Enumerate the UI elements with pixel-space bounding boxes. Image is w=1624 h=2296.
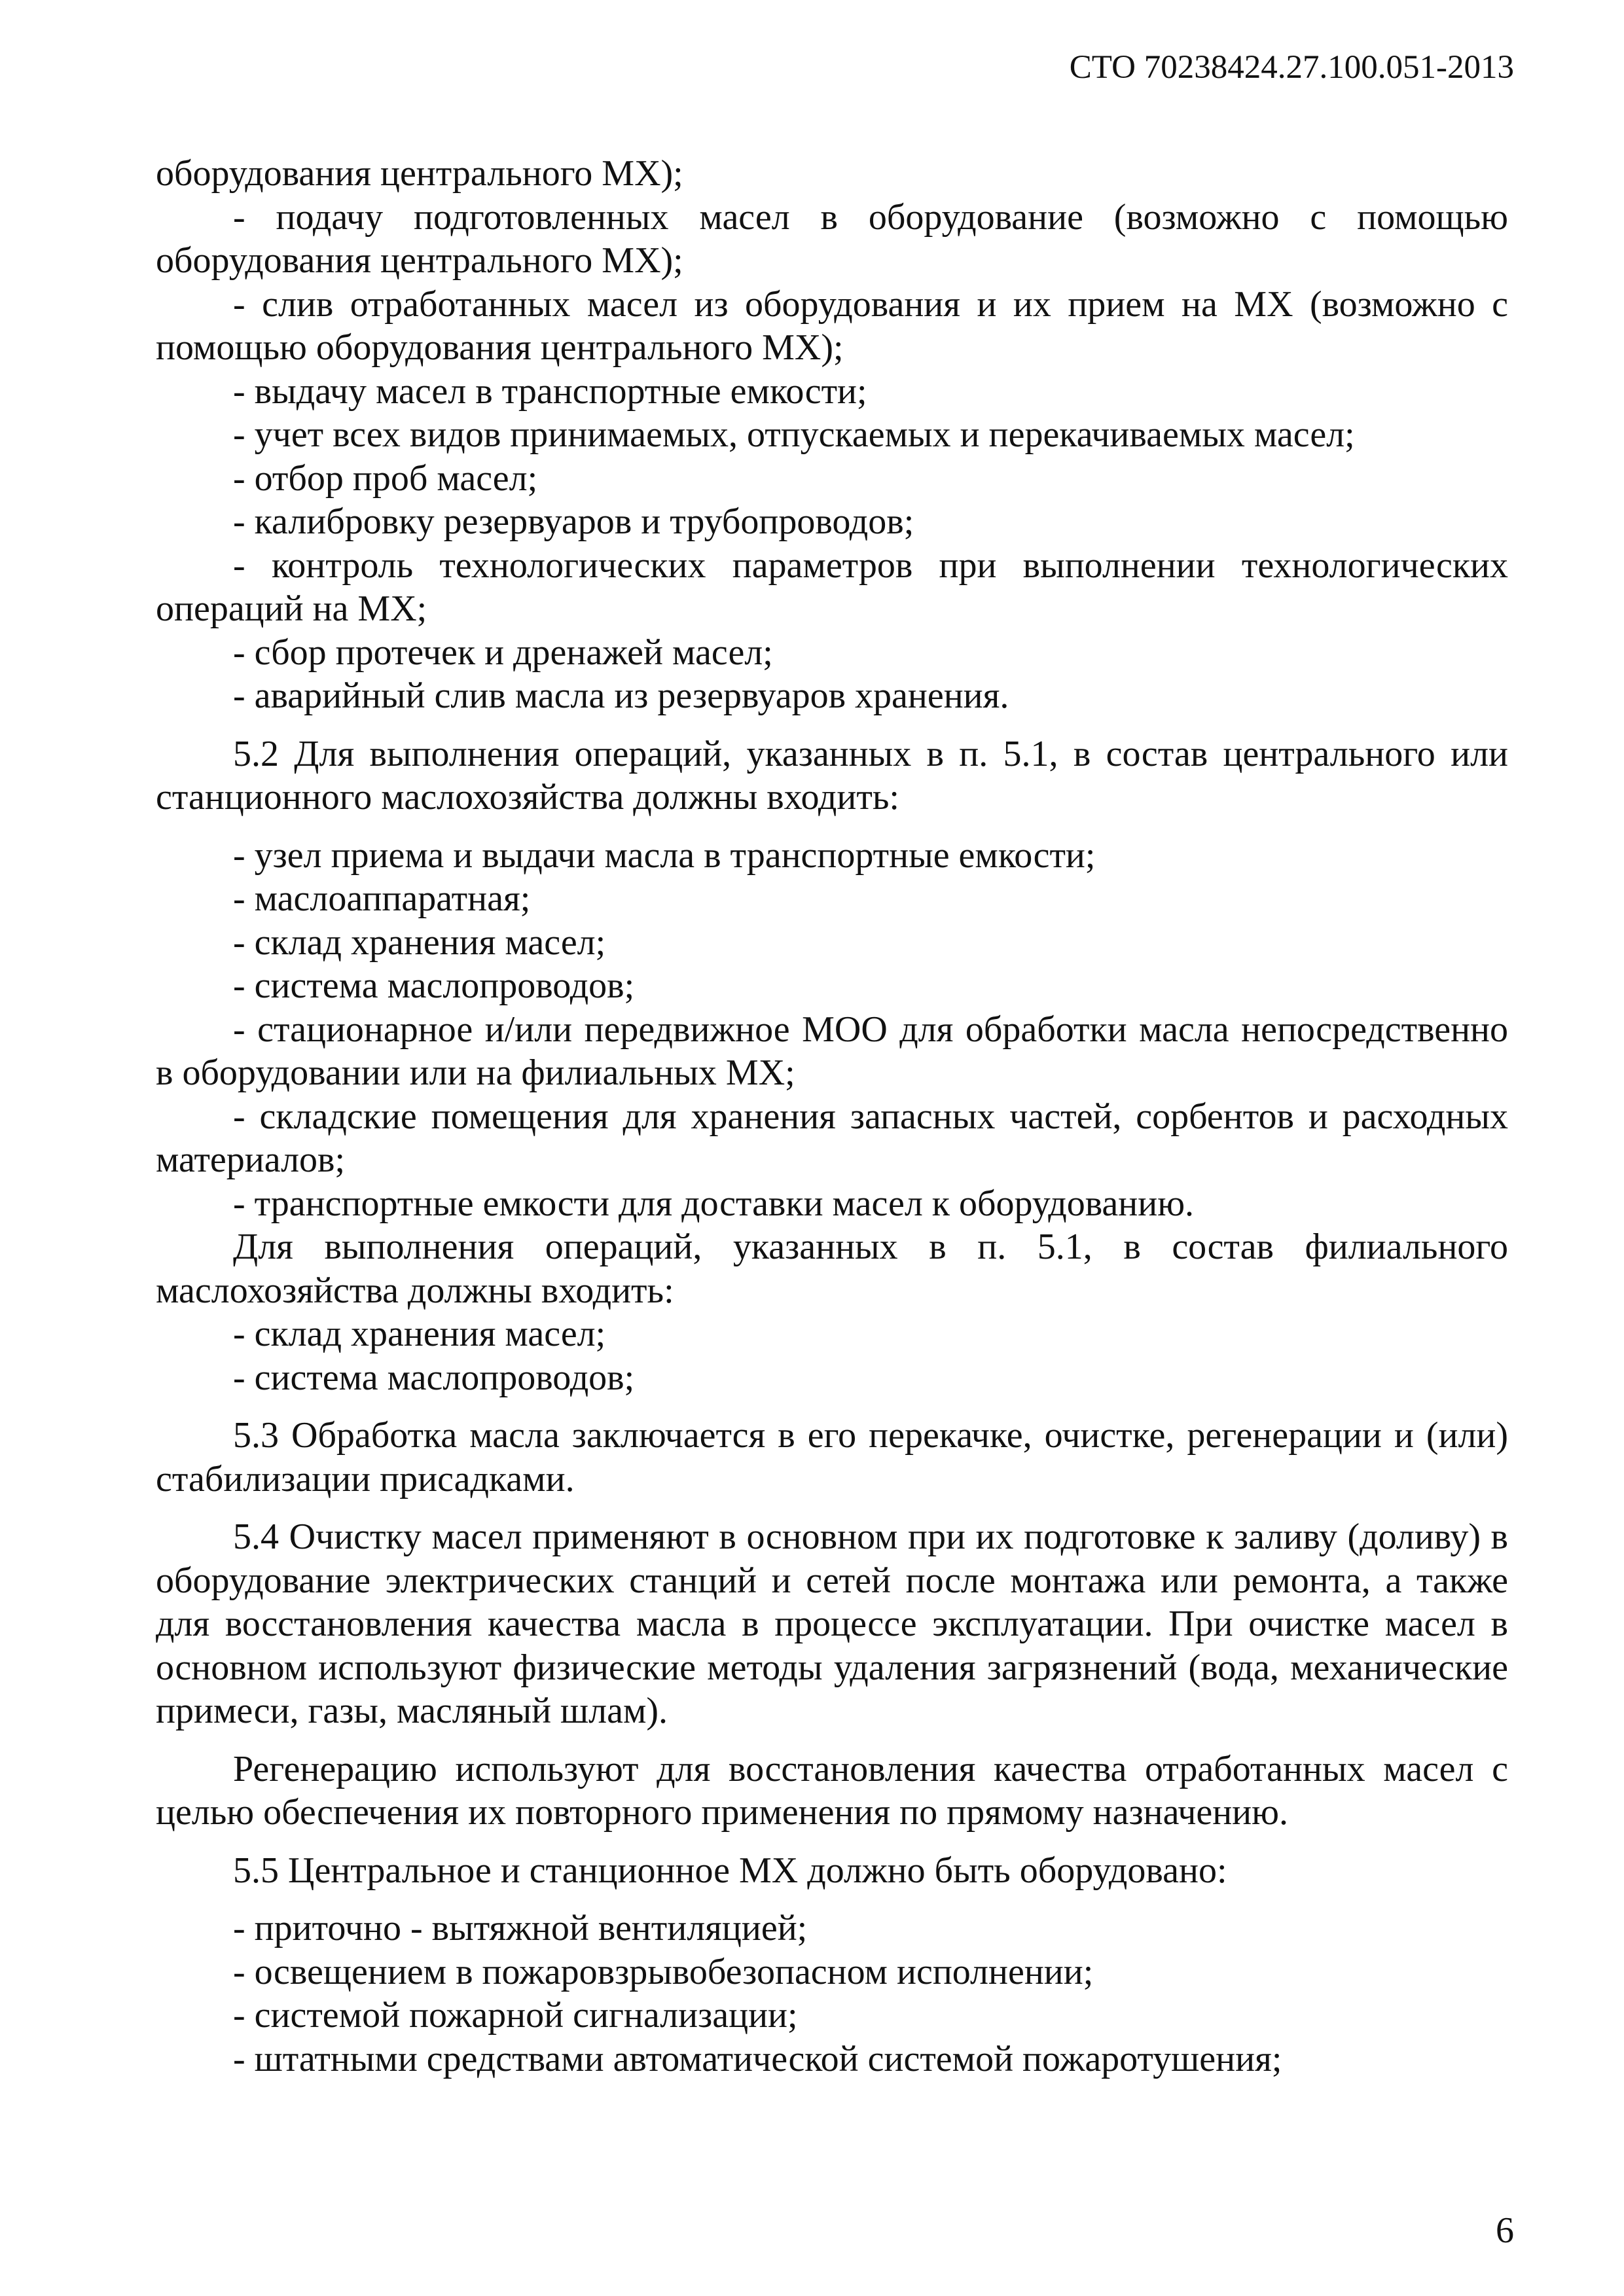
regeneration-paragraph: Регенерацию используют для восстановления качества отработанных масел с целью обеспечения их повторного применения по прямому назначению. bbox=[156, 1748, 1508, 1833]
list-item: - склад хранения масел; bbox=[233, 922, 606, 963]
list-item: - склад хранения масел; bbox=[233, 1314, 606, 1354]
list-item: - контроль технологических параметров при выполнении технологических операций на МХ; bbox=[156, 545, 1508, 629]
list-item: - подачу подготовленных масел в оборудование (возможно с помощью оборудования центрального МХ); bbox=[156, 196, 1508, 281]
list-item: - маслоаппаратная; bbox=[233, 878, 531, 919]
list-item: - системой пожарной сигнализации; bbox=[233, 1995, 798, 2036]
list-item: - складские помещения для хранения запасных частей, сорбентов и расходных материалов; bbox=[156, 1096, 1508, 1180]
section-5-5-paragraph: 5.5 Центральное и станционное МХ должно быть оборудовано: bbox=[233, 1850, 1227, 1891]
list-item: - учет всех видов принимаемых, отпускаемых и перекачиваемых масел; bbox=[233, 414, 1355, 455]
list-item: - транспортные емкости для доставки масел к оборудованию. bbox=[233, 1183, 1195, 1224]
section-5-2-paragraph: 5.2 Для выполнения операций, указанных в п. 5.1, в состав центрального или станционного маслохозяйства должны входить: bbox=[156, 733, 1508, 817]
section-5-3-paragraph: 5.3 Обработка масла заключается в его перекачке, очистке, регенерации и (или) стабилизации присадками. bbox=[156, 1415, 1508, 1499]
list-item: - калибровку резервуаров и трубопроводов; bbox=[233, 501, 914, 542]
branch-paragraph: Для выполнения операций, указанных в п. 5.1, в состав филиального маслохозяйства должны входить: bbox=[156, 1227, 1508, 1311]
list-item: - узел приема и выдачи масла в транспортные емкости; bbox=[233, 834, 1096, 876]
list-item: - освещением в пожаровзрывобезопасном исполнении; bbox=[233, 1951, 1094, 1992]
text-line: оборудования центрального МХ); bbox=[156, 153, 683, 194]
list-item: - штатными средствами автоматической системой пожаротушения; bbox=[233, 2038, 1282, 2079]
page-body bbox=[156, 152, 1508, 2081]
section-5-4-paragraph: 5.4 Очистку масел применяют в основном при их подготовке к заливу (доливу) в оборудование электрических станций и сетей после монтажа или ремонта, а также для восстановления качества масла в процессе эксплуатации. При очистке масел в основном используют физические методы удаления загрязнений (вода, механические примеси, газы, масляный шлам). bbox=[156, 1516, 1508, 1731]
list-item: - слив отработанных масел из оборудования и их прием на МХ (возможно с помощью оборудования центрального МХ); bbox=[156, 283, 1508, 368]
list-item: - выдачу масел в транспортные емкости; bbox=[233, 370, 867, 412]
list-item: - отбор проб масел; bbox=[233, 457, 538, 499]
list-item: - система маслопроводов; bbox=[233, 1357, 635, 1398]
list-item: - система маслопроводов; bbox=[233, 965, 635, 1006]
list-item: - приточно - вытяжной вентиляцией; bbox=[233, 1908, 808, 1948]
document-code-header: СТО 70238424.27.100.051-2013 bbox=[1069, 49, 1514, 86]
list-item: - сбор протечек и дренажей масел; bbox=[233, 632, 773, 673]
list-item: - стационарное и/или передвижное МОО для обработки масла непосредственно в оборудовании или на филиальных МХ; bbox=[156, 1009, 1508, 1093]
list-item: - аварийный слив масла из резервуаров хранения. bbox=[233, 675, 1009, 716]
page-number: 6 bbox=[1496, 2210, 1514, 2251]
